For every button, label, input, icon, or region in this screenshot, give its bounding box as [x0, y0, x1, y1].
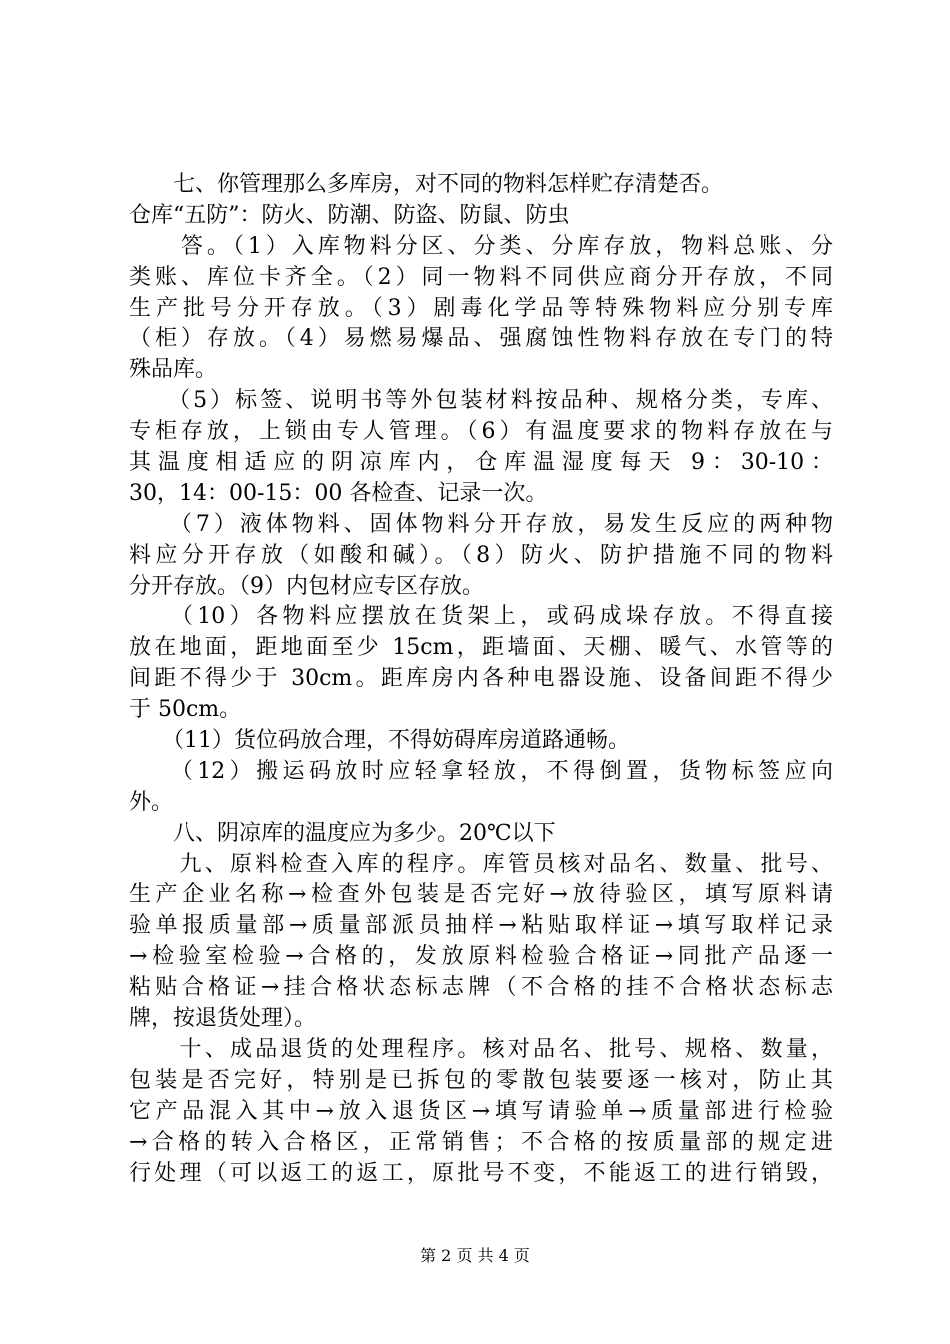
text-line: 行处理（可以返工的返工，原批号不变，不能返工的进行销毁，: [129, 1160, 833, 1186]
text-line: 料应分开存放（如酸和碱）。（8）防火、防护措施不同的物料: [129, 542, 833, 568]
text-line: 30，14：00-15：00 各检查、记录一次。: [129, 480, 548, 506]
text-line: 外。: [129, 789, 174, 815]
text-line: 专柜存放，上锁由专人管理。（6）有温度要求的物料存放在与: [129, 419, 833, 445]
text-line: 其温度相适应的阴凉库内，仓库温湿度每天 9：30-10：: [129, 450, 833, 476]
text-line: （12）搬运码放时应轻拿轻放，不得倒置，货物标签应向: [129, 758, 833, 784]
text-line: （11）货位码放合理，不得妨碍库房道路通畅。: [129, 728, 630, 754]
text-line: 十、成品退货的处理程序。核对品名、批号、规格、数量，: [129, 1036, 833, 1062]
text-line: 生产企业名称→检查外包装是否完好→放待验区，填写原料请: [129, 882, 833, 908]
text-line: →合格的转入合格区，正常销售；不合格的按质量部的规定进: [129, 1129, 833, 1155]
text-line: 它产品混入其中→放入退货区→填写请验单→质量部进行检验: [129, 1098, 833, 1124]
text-line: 仓库“五防”：防火、防潮、防盗、防鼠、防虫: [129, 202, 570, 228]
text-line: 生产批号分开存放。（3）剧毒化学品等特殊物料应分别专库: [129, 295, 833, 321]
text-line: 于 50cm。: [129, 697, 242, 723]
text-line: 殊品库。: [129, 357, 218, 383]
text-line: 牌，按退货处理）。: [129, 1006, 317, 1032]
text-line: 八、阴凉库的温度应为多少。20℃以下: [129, 820, 556, 846]
text-line: 间距不得少于 30cm。距库房内各种电器设施、设备间距不得少: [129, 666, 833, 692]
text-line: 包装是否完好，特别是已拆包的零散包装要逐一核对，防止其: [129, 1067, 833, 1093]
text-line: 验单报质量部→质量部派员抽样→粘贴取样证→填写取样记录: [129, 913, 833, 939]
text-line: （5）标签、说明书等外包装材料按品种、规格分类，专库、: [129, 388, 833, 414]
text-line: →检验室检验→合格的，发放原料检验合格证→同批产品逐一: [129, 944, 833, 970]
text-line: 七、你管理那么多库房，对不同的物料怎样贮存清楚否。: [129, 172, 724, 197]
text-line: （柜）存放。（4）易燃易爆品、强腐蚀性物料存放在专门的特: [129, 326, 833, 352]
text-line: （10）各物料应摆放在货架上，或码成垛存放。不得直接: [129, 604, 833, 630]
text-line: 类账、库位卡齐全。（2）同一物料不同供应商分开存放，不同: [129, 264, 833, 290]
text-line: 答。（1）入库物料分区、分类、分库存放，物料总账、分: [129, 233, 833, 259]
text-line: 放在地面，距地面至少 15cm，距墙面、天棚、暖气、水管等的: [129, 635, 833, 661]
text-line: 九、原料检查入库的程序。库管员核对品名、数量、批号、: [129, 851, 833, 877]
document-body: [129, 170, 833, 1189]
page-footer: 第 2 页 共 4 页: [420, 1246, 530, 1265]
text-line: 分开存放。（9）内包材应专区存放。: [129, 573, 484, 599]
text-line: 粘贴合格证→挂合格状态标志牌（不合格的挂不合格状态标志: [129, 975, 833, 1001]
text-line: （7）液体物料、固体物料分开存放，易发生反应的两种物: [129, 511, 833, 537]
